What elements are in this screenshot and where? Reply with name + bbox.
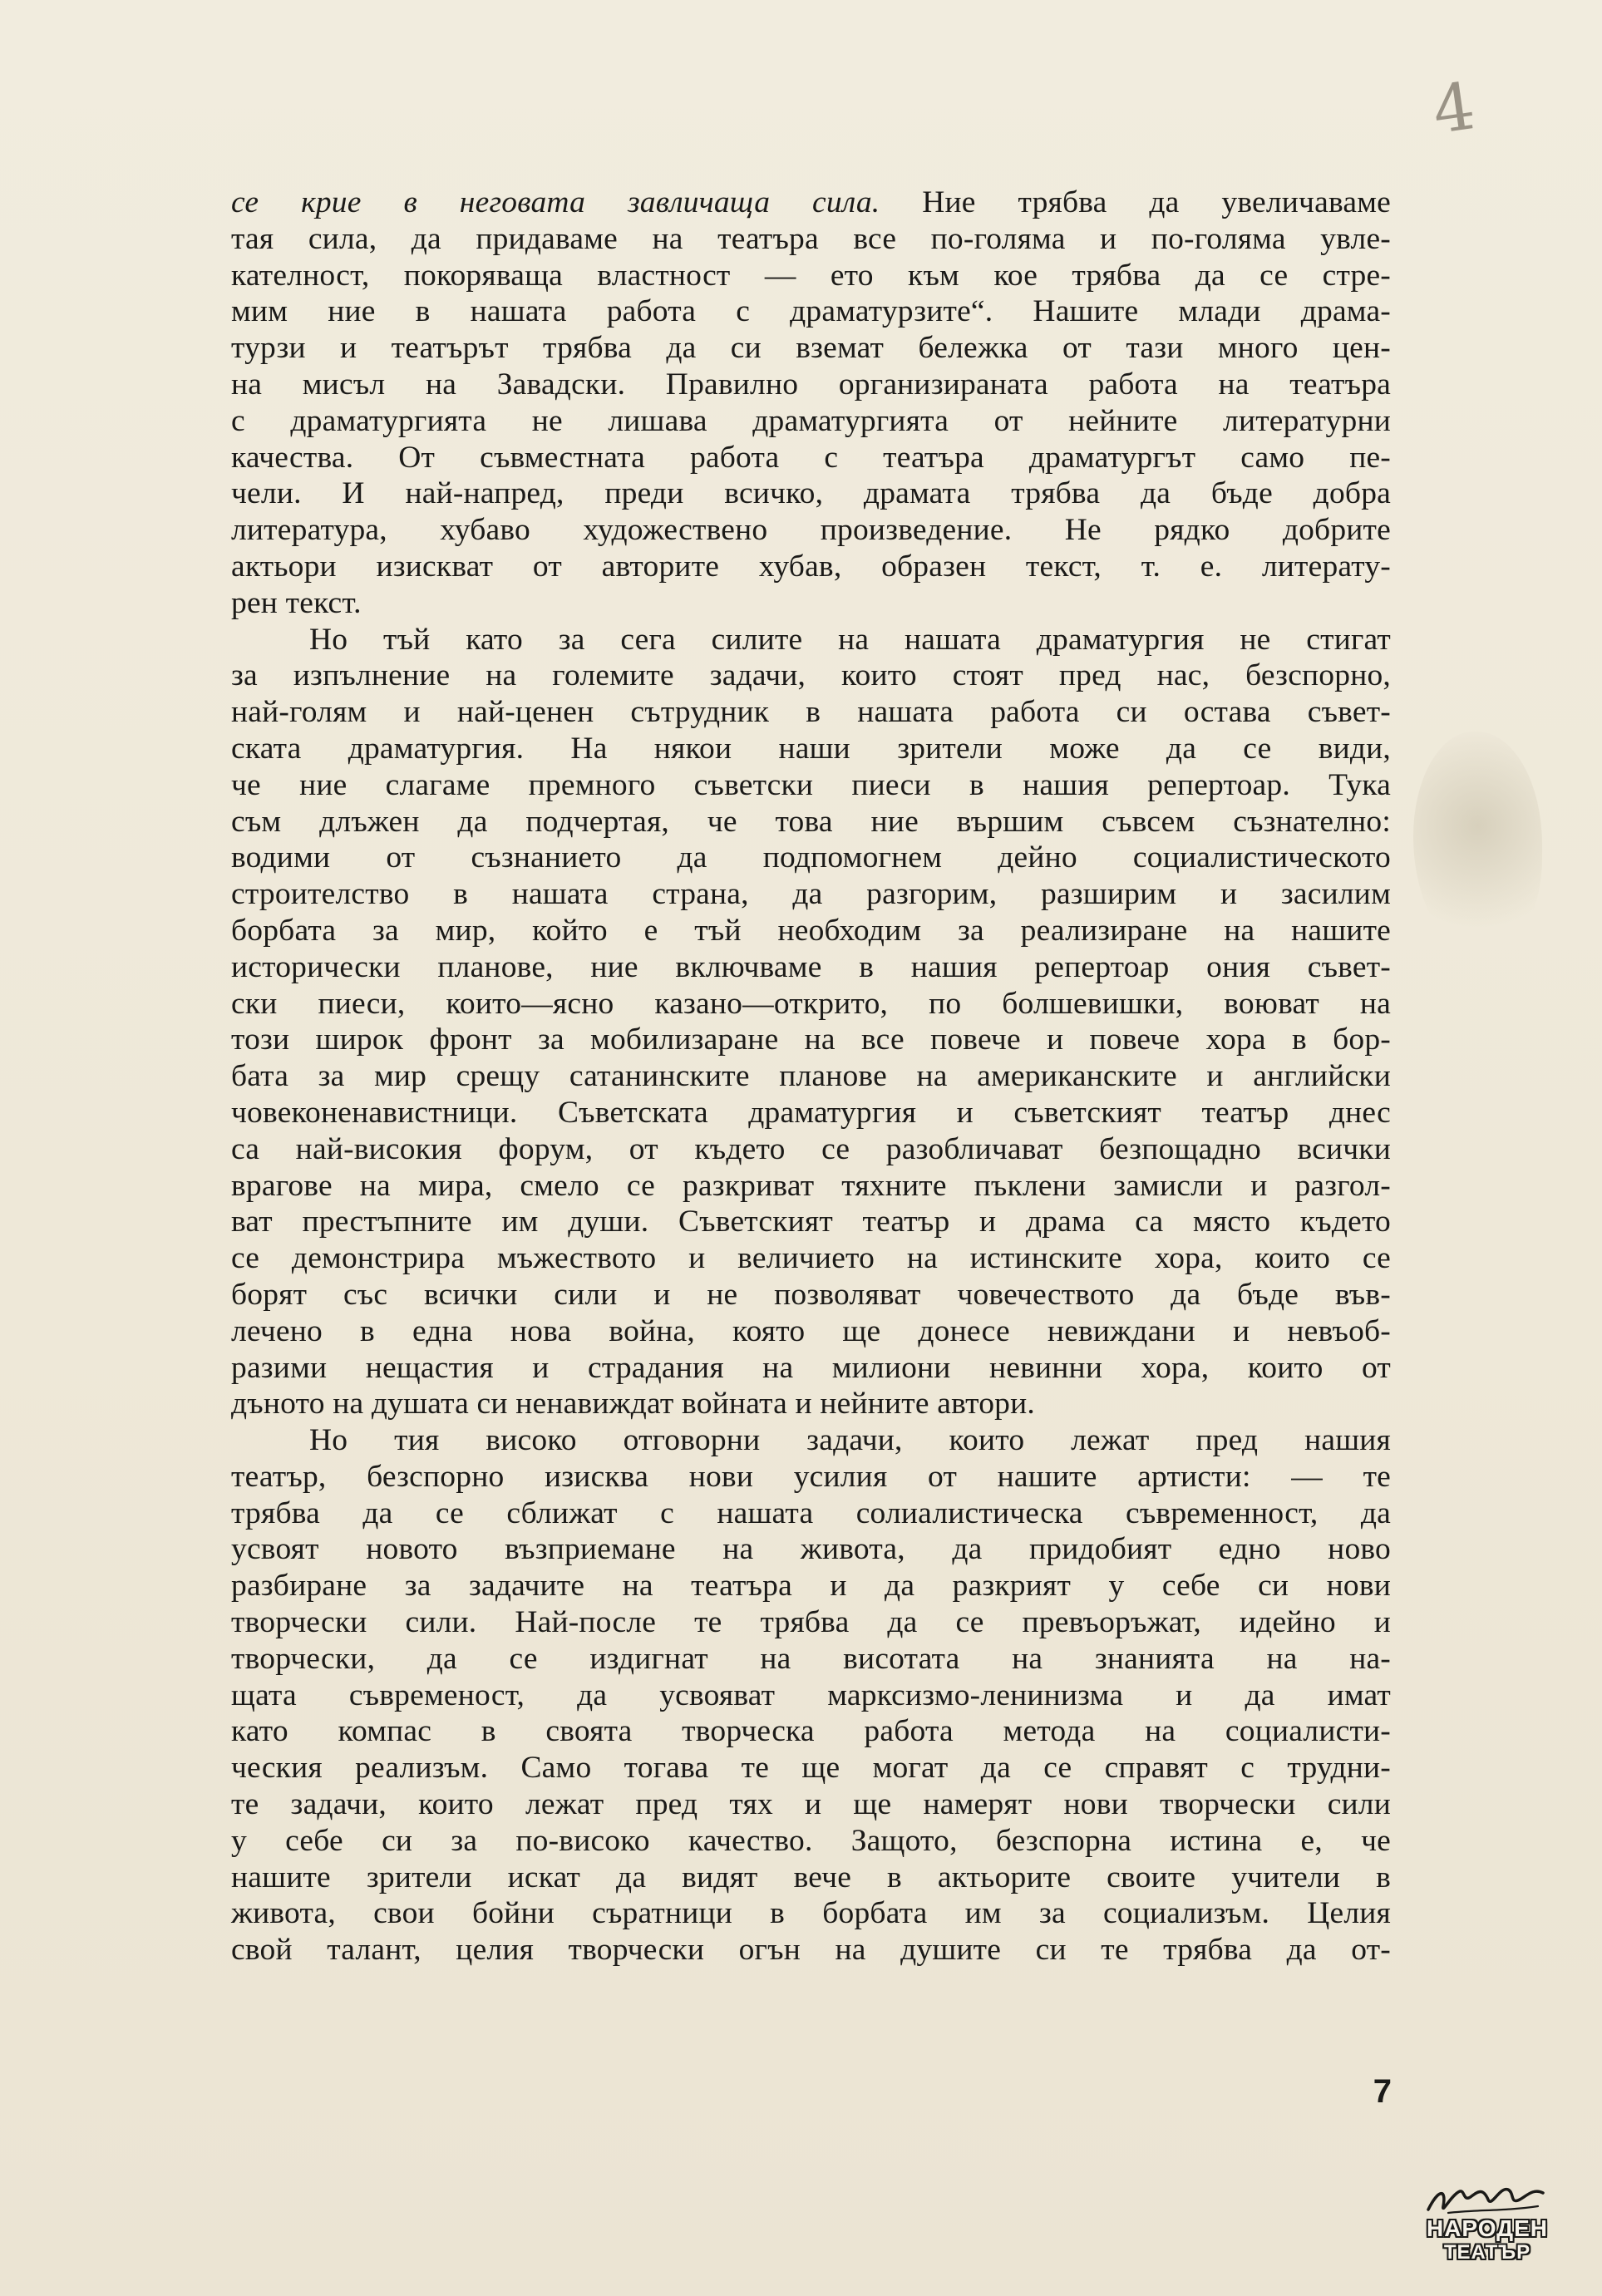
text-line	[231, 1459, 1391, 1495]
text-line	[231, 440, 1391, 476]
text-line-content: борбата за мир, който е тъй необходим за реализиране на нашите	[231, 913, 1391, 948]
paper-stain	[1413, 732, 1542, 956]
text-line	[231, 1531, 1391, 1568]
text-line	[231, 622, 1391, 658]
logo-signature-icon	[1423, 2181, 1548, 2218]
text-line	[231, 367, 1391, 403]
text-line-content: кателност, покоряваща властност — ето към кое трябва да се стре-	[231, 258, 1391, 293]
text-line	[231, 185, 1391, 221]
text-line	[231, 403, 1391, 440]
text-line-content: нашите зрители искат да видят вече в актьорите своите учители в	[231, 1860, 1391, 1894]
text-line	[231, 1860, 1391, 1896]
text-line-content: творчески сили. Най-после те трябва да се превъоръжат, идейно и	[231, 1605, 1391, 1640]
text-line-content: с драматургията не лишава драматургията от нейните литературни	[231, 403, 1391, 438]
text-line-content: строителство в нашата страна, да разгорим, разширим и засилим	[231, 877, 1391, 912]
text-line	[231, 913, 1391, 949]
text-line-content: човеконенавистници. Съветската драматургия и съветският театър днес	[231, 1095, 1391, 1130]
text-line	[231, 876, 1391, 913]
text-line	[231, 293, 1391, 330]
text-line	[231, 221, 1391, 258]
text-line	[231, 1386, 1391, 1422]
text-line	[231, 1823, 1391, 1860]
text-line	[231, 1568, 1391, 1604]
text-line-content: на мисъл на Завадски. Правилно организираната работа на театъра	[231, 367, 1391, 402]
text-line	[231, 1786, 1391, 1823]
text-line-content: бата за мир срещу сатанинските планове на американските и английски	[231, 1059, 1391, 1094]
text-line	[231, 731, 1391, 767]
text-line-content: турзи и театърът трябва да си вземат бележка от тази много цен-	[231, 331, 1391, 366]
logo-word-naroden: НАРОДЕН	[1426, 2215, 1548, 2241]
text-line-content: са най-високия форум, от където се разобличават безпощадно всички	[231, 1131, 1391, 1166]
text-line	[231, 1058, 1391, 1095]
text-line-content: живота, свои бойни съратници в борбата им за социализъм. Целия	[231, 1896, 1391, 1931]
text-line	[231, 694, 1391, 731]
text-line-content: чели. И най-напред, преди всичко, драмата трябва да бъде добра	[231, 476, 1391, 511]
text-line	[231, 1240, 1391, 1277]
text-line-content: водими от съзнанието да подпомогнем дейно социалистическото	[231, 840, 1391, 875]
text-line	[231, 1641, 1391, 1678]
text-line	[231, 1095, 1391, 1131]
text-line	[231, 1131, 1391, 1168]
text-line	[231, 949, 1391, 986]
text-line	[231, 1932, 1391, 1968]
text-line	[231, 767, 1391, 804]
text-line-content: разбиране за задачите на театъра и да разкрият у себе си нови	[231, 1569, 1391, 1604]
text-line	[231, 986, 1391, 1022]
text-line-content: съм длъжен да подчертая, че това ние вършим съвсем съзнателно:	[231, 804, 1391, 839]
text-line-content: те задачи, които лежат пред тях и ще намерят нови творчески сили	[231, 1787, 1391, 1822]
text-line-content: борят със всички сили и не позволяват човечеството да бъде във-	[231, 1277, 1391, 1312]
text-line	[231, 258, 1391, 294]
text-line	[231, 1168, 1391, 1205]
text-line	[231, 804, 1391, 840]
text-line	[231, 512, 1391, 549]
text-line-content: усвоят новото възприемане на живота, да придобият едно ново	[231, 1532, 1391, 1567]
text-line-content: разими нещастия и страдания на милиони невинни хора, които от	[231, 1350, 1391, 1385]
text-line	[231, 658, 1391, 694]
text-line-content: че ние слагаме премного съветски пиеси в нашия репертоар. Тука	[231, 767, 1391, 802]
text-line-content: Но тия високо отговорни задачи, които лежат пред нашия	[309, 1423, 1391, 1458]
text-line-content: трябва да се сближат с нашата солиалистическа съвременност, да	[231, 1495, 1391, 1530]
text-line-content: свой талант, целия творчески огън на душите си те трябва да от-	[231, 1933, 1391, 1968]
text-line-content: Но тъй като за сега силите на нашата драматургия не стигат	[309, 622, 1391, 657]
text-line	[231, 1678, 1391, 1714]
text-line-content: ват престъпните им души. Съветският театър и драма са място където	[231, 1205, 1391, 1239]
text-line-content: качества. От съвместната работа с театъра драматургът само пе-	[231, 440, 1391, 475]
text-line	[231, 1604, 1391, 1641]
text-line-content: актьори изискват от авторите хубав, образен текст, т. е. литерату-	[231, 549, 1391, 584]
text-line-content: исторически планове, ние включваме в нашия репертоар ония съвет-	[231, 949, 1391, 984]
text-line-content: у себе си за по-високо качество. Защото, безспорна истина е, че	[231, 1823, 1391, 1858]
text-line-content: литература, хубаво художествено произведение. Не рядко добрите	[231, 513, 1391, 548]
text-line-content: се демонстрира мъжеството и величието на истинските хора, които се	[231, 1241, 1391, 1276]
text-line-content: творчески, да се издигнат на висотата на знанията на на-	[231, 1641, 1391, 1676]
text-line	[231, 549, 1391, 585]
text-line-content: Ние трябва да увеличаваме	[880, 185, 1391, 219]
text-line	[231, 1277, 1391, 1313]
text-line-content: театър, безспорно изисква нови усилия от нашите артисти: — те	[231, 1459, 1391, 1494]
text-line-content: дъното на душата си ненавиждат войната и нейните автори.	[231, 1387, 1035, 1421]
text-line	[231, 1022, 1391, 1058]
text-line-italic: се крие в неговата завличаща сила.	[231, 185, 880, 219]
text-line-content: ската драматургия. На някои наши зрители може да се види,	[231, 731, 1391, 766]
text-line-content: тая сила, да придаваме на театъра все по-голяма и по-голяма увле-	[231, 221, 1391, 256]
text-line	[231, 1750, 1391, 1786]
text-line	[231, 1495, 1391, 1532]
text-line-content: ски пиеси, които—ясно казано—открито, по болшевишки, воюват на	[231, 986, 1391, 1021]
text-line	[231, 840, 1391, 876]
text-line-content: лечено в една нова война, която ще донесе невиждани и невъоб-	[231, 1313, 1391, 1348]
text-line-content: за изпълнение на големите задачи, които стоят пред нас, безспорно,	[231, 658, 1391, 693]
text-line-content: щата съвременост, да усвояват марксизмо-ленинизма и да имат	[231, 1678, 1391, 1712]
text-line	[231, 1895, 1391, 1932]
text-line	[231, 1713, 1391, 1750]
text-line-content: този широк фронт за мобилизаране на все повече и повече хора в бор-	[231, 1022, 1391, 1057]
page-number: 7	[1373, 2073, 1392, 2110]
text-line	[231, 585, 1391, 622]
text-line	[231, 1313, 1391, 1350]
logo-word-teatar: ТЕАТЪР	[1443, 2241, 1531, 2264]
text-line	[231, 1350, 1391, 1387]
text-line	[231, 330, 1391, 367]
text-line-content: врагове на мира, смело се разкриват тяхните пъклени замисли и разгол-	[231, 1168, 1391, 1203]
handwritten-page-mark: 4	[1427, 68, 1480, 150]
theatre-logo	[1417, 2181, 1558, 2269]
text-line-content: рен текст.	[231, 585, 362, 620]
text-line-content: като компас в своята творческа работа метода на социалисти-	[231, 1714, 1391, 1749]
text-line-content: най-голям и най-ценен сътрудник в нашата работа си остава съвет-	[231, 695, 1391, 730]
text-line	[231, 1204, 1391, 1240]
text-line-content: ческия реализъм. Само тогава те ще могат да се справят с трудни-	[231, 1751, 1391, 1786]
body-text	[231, 185, 1391, 1968]
text-line	[231, 1422, 1391, 1459]
text-line-content: мим ние в нашата работа с драматурзите“. Нашите млади драма-	[231, 294, 1391, 329]
text-line	[231, 475, 1391, 512]
